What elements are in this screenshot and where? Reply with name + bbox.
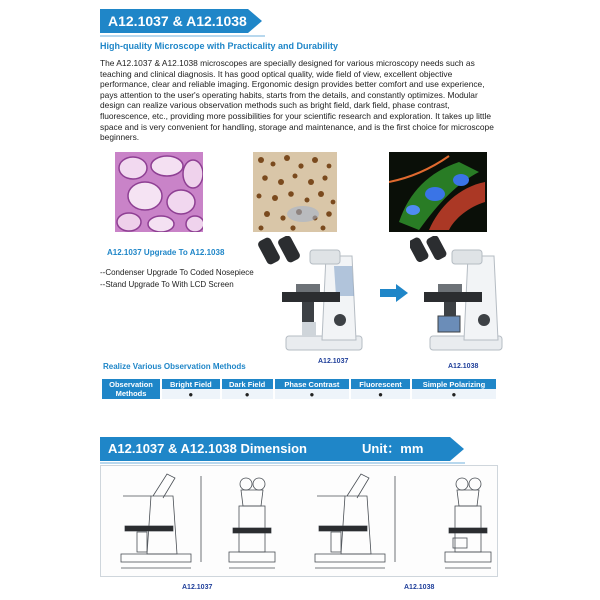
- microscope-a121037-image: [256, 236, 366, 354]
- header-title: A12.1037 & A12.1038: [108, 13, 247, 29]
- column-header-fluorescent: Fluorescent: [351, 379, 410, 389]
- support-mark: ●: [275, 389, 350, 399]
- column-header-simple-polarizing: Simple Polarizing: [412, 379, 496, 389]
- microscope-a121038-image: [410, 236, 506, 354]
- table-row: [102, 389, 496, 399]
- upgrade-item: --Stand Upgrade To With LCD Screen: [100, 280, 234, 289]
- dimension-banner: [100, 437, 450, 461]
- upgrade-title: A12.1037 Upgrade To A12.1038: [107, 248, 225, 257]
- header-banner: [100, 9, 248, 33]
- dimension-caption-a121037: A12.1037: [182, 584, 213, 591]
- model-caption-a121038: A12.1038: [448, 363, 479, 370]
- table-row: [102, 379, 496, 389]
- dimension-drawings-panel: [100, 465, 498, 577]
- header-underline: [100, 35, 265, 37]
- dimension-title: A12.1037 & A12.1038 Dimension: [108, 441, 307, 456]
- observation-row-header: Observation Methods: [102, 379, 160, 399]
- model-caption-a121037: A12.1037: [318, 358, 349, 365]
- support-mark: ●: [162, 389, 220, 399]
- intro-paragraph: The A12.1037 & A12.1038 microscopes are specially designed for various microscopy needs such as teaching and clinical diagnosis. It has good optical quality, wide field of view, excellent objective performance, clear and reliable imaging. Ergonomic design provides better comfort and use experience, pays attention to the user's operating habits, starts from the details, and constantly optimizes. Modular design can realize various observation methods such as bright field, dark field, phase contrast, fluorescence, etc., providing more possibilities for your scientific research and exploration. It takes up little space and is very convenient for handling, storage and maintenance, and is the first choice for microscope beginners.: [100, 58, 494, 143]
- support-mark: ●: [351, 389, 410, 399]
- bright-field-sample-photo: [115, 152, 203, 232]
- fluorescent-sample-photo: [389, 152, 487, 232]
- dimension-caption-a121038: A12.1038: [404, 584, 435, 591]
- support-mark: ●: [412, 389, 496, 399]
- column-header-bright-field: Bright Field: [162, 379, 220, 389]
- upgrade-item: --Condenser Upgrade To Coded Nosepiece: [100, 268, 254, 277]
- stained-tissue-sample-photo: [253, 152, 337, 232]
- column-header-phase-contrast: Phase Contrast: [275, 379, 350, 389]
- dimension-drawings: [101, 466, 499, 578]
- dimension-underline: [100, 462, 465, 464]
- dimension-unit: Unit：mm: [362, 441, 424, 456]
- observation-methods-table: [100, 379, 498, 399]
- observation-title: Realize Various Observation Methods: [103, 362, 246, 371]
- support-mark: ●: [222, 389, 273, 399]
- upgrade-arrow-icon: [380, 284, 408, 302]
- column-header-dark-field: Dark Field: [222, 379, 273, 389]
- subtitle: High-quality Microscope with Practicality and Durability: [100, 41, 339, 51]
